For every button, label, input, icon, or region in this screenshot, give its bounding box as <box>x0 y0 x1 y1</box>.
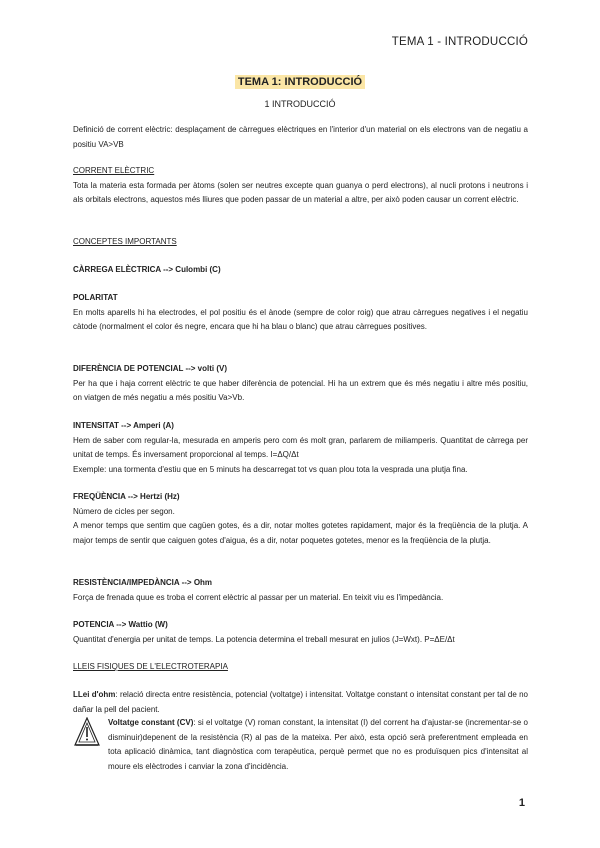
polaritat-text: En molts aparells hi ha electrodes, el pol positiu és el ànode (sempre de color roig) que atrau càrregues negatives i el negatiu càtode (normalment el color és negre, encara que hi ha blau o blanc) que atrau càrregues positives. <box>73 307 528 331</box>
potencia-text: Quantitat d'energia per unitat de temps. La potencia determina el treball mesurat en julios (J=Wxt). P=ΔE/Δt <box>73 634 455 644</box>
diferencia-text: Per ha que i haja corrent elèctric te que haber diferència de potencial. Hi ha un extrem que és més negatiu i altre més positiu, on viatgen de més negatiu a més positiu Va>Vb. <box>73 378 528 402</box>
intensitat-example: Exemple: una tormenta d'estiu que en 5 minuts ha descarregat tot vs quan plou tota la vesprada una plutja fina. <box>73 464 468 474</box>
intensitat-heading: INTENSITAT --> Amperi (A) <box>73 421 174 430</box>
ohm-paragraph <box>73 688 528 717</box>
frequencia-def: Número de cicles per segon. <box>73 506 175 516</box>
conceptes-heading-block <box>73 235 528 250</box>
conceptes-heading: CONCEPTES IMPORTANTS <box>73 237 177 246</box>
diferencia-section <box>73 362 528 406</box>
polaritat-heading: POLARITAT <box>73 293 118 302</box>
carrega-section <box>73 263 528 278</box>
ohm-label: LLei d'ohm <box>73 690 116 699</box>
definition-text: Definició de corrent elèctric: desplaçament de càrregues elèctriques en l'interior d'un material on els electrons van de negatiu a positiu VA>VB <box>73 125 528 149</box>
corrent-section <box>73 164 528 208</box>
frequencia-text: A menor temps que sentim que cagüen gotes, és a dir, notar moltes gotetes rapidament, major és la freqüència de la plutja. A major temps de sentir que caiguen gotes d'aigua, és a dir, notar poquetes gotetes, menor es la freqüència de la plutja. <box>73 521 528 545</box>
frequencia-section <box>73 490 528 548</box>
resistencia-text: Força de frenada quue es troba el corrent elèctric al passar per un material. En teixit viu es l'impedància. <box>73 592 444 602</box>
resistencia-heading: RESISTÈNCIA/IMPEDÀNCIA --> Ohm <box>73 578 213 587</box>
vc-label: Voltatge constant (CV) <box>108 718 194 727</box>
vc-paragraph <box>108 716 528 774</box>
frequencia-heading: FREQÜÈNCIA --> Hertzi (Hz) <box>73 492 180 501</box>
lleis-heading-block <box>73 660 528 675</box>
document-title: TEMA 1: INTRODUCCIÓ <box>235 75 365 89</box>
vc-text: : si el voltatge (V) roman constant, la intensitat (I) del corrent ha d'ajustar-se (incrementar-se o disminuir)depenent de la resistència (R) al pas de la mateixa. Per això, esta opció serà preferentment empleada en tota aplicació dinàmica, tant diagnòstica com terapèutica, perquè permet que no es produïsquen pics d'intensitat al moure els elèctrodes i canviar la zona d'incidència. <box>108 718 528 771</box>
vc-section <box>108 716 528 774</box>
corrent-text: Tota la materia esta formada per àtoms (solen ser neutres excepte quan guanya o perd electrons), al nucli protons i neutrons i als orbitals electrons, aquestos més lliures que poden passar de un material a altre, per això poden causar un corrent elèctric. <box>73 180 528 204</box>
intensitat-text: Hem de saber com regular-la, mesurada en amperis pero com és molt gran, parlarem de miliamperis. Quantitat de càrrega per unitat de temps. És inversament proporcional al temps. I=ΔQ/Δt <box>73 435 528 459</box>
page-header: TEMA 1 - INTRODUCCIÓ <box>391 36 528 48</box>
definition-block <box>73 123 528 152</box>
carrega-heading: CÀRREGA ELÈCTRICA --> Culombi (C) <box>73 265 221 274</box>
resistencia-section <box>73 576 528 605</box>
potencia-section <box>73 618 528 647</box>
polaritat-section <box>73 291 528 335</box>
lleis-heading: LLEIS FISIQUES DE L'ELECTROTERAPIA <box>73 662 228 671</box>
ohm-text: : relació directa entre resistència, potencial (voltatge) i intensitat. Voltatge constant o intensitat constant per tal de no dañar la pell del pacient. <box>73 690 528 714</box>
ohm-section <box>73 688 528 717</box>
page-number: 1 <box>518 797 525 809</box>
section-subtitle: 1 INTRODUCCIÓ <box>264 99 336 109</box>
potencia-heading: POTENCIA --> Wattio (W) <box>73 620 168 629</box>
title-wrapper <box>0 72 600 90</box>
corrent-heading: CORRENT ELÈCTRIC <box>73 166 155 175</box>
warning-triangle-icon <box>74 717 100 747</box>
diferencia-heading: DIFERÈNCIA DE POTENCIAL --> volti (V) <box>73 364 228 373</box>
intensitat-section <box>73 419 528 477</box>
